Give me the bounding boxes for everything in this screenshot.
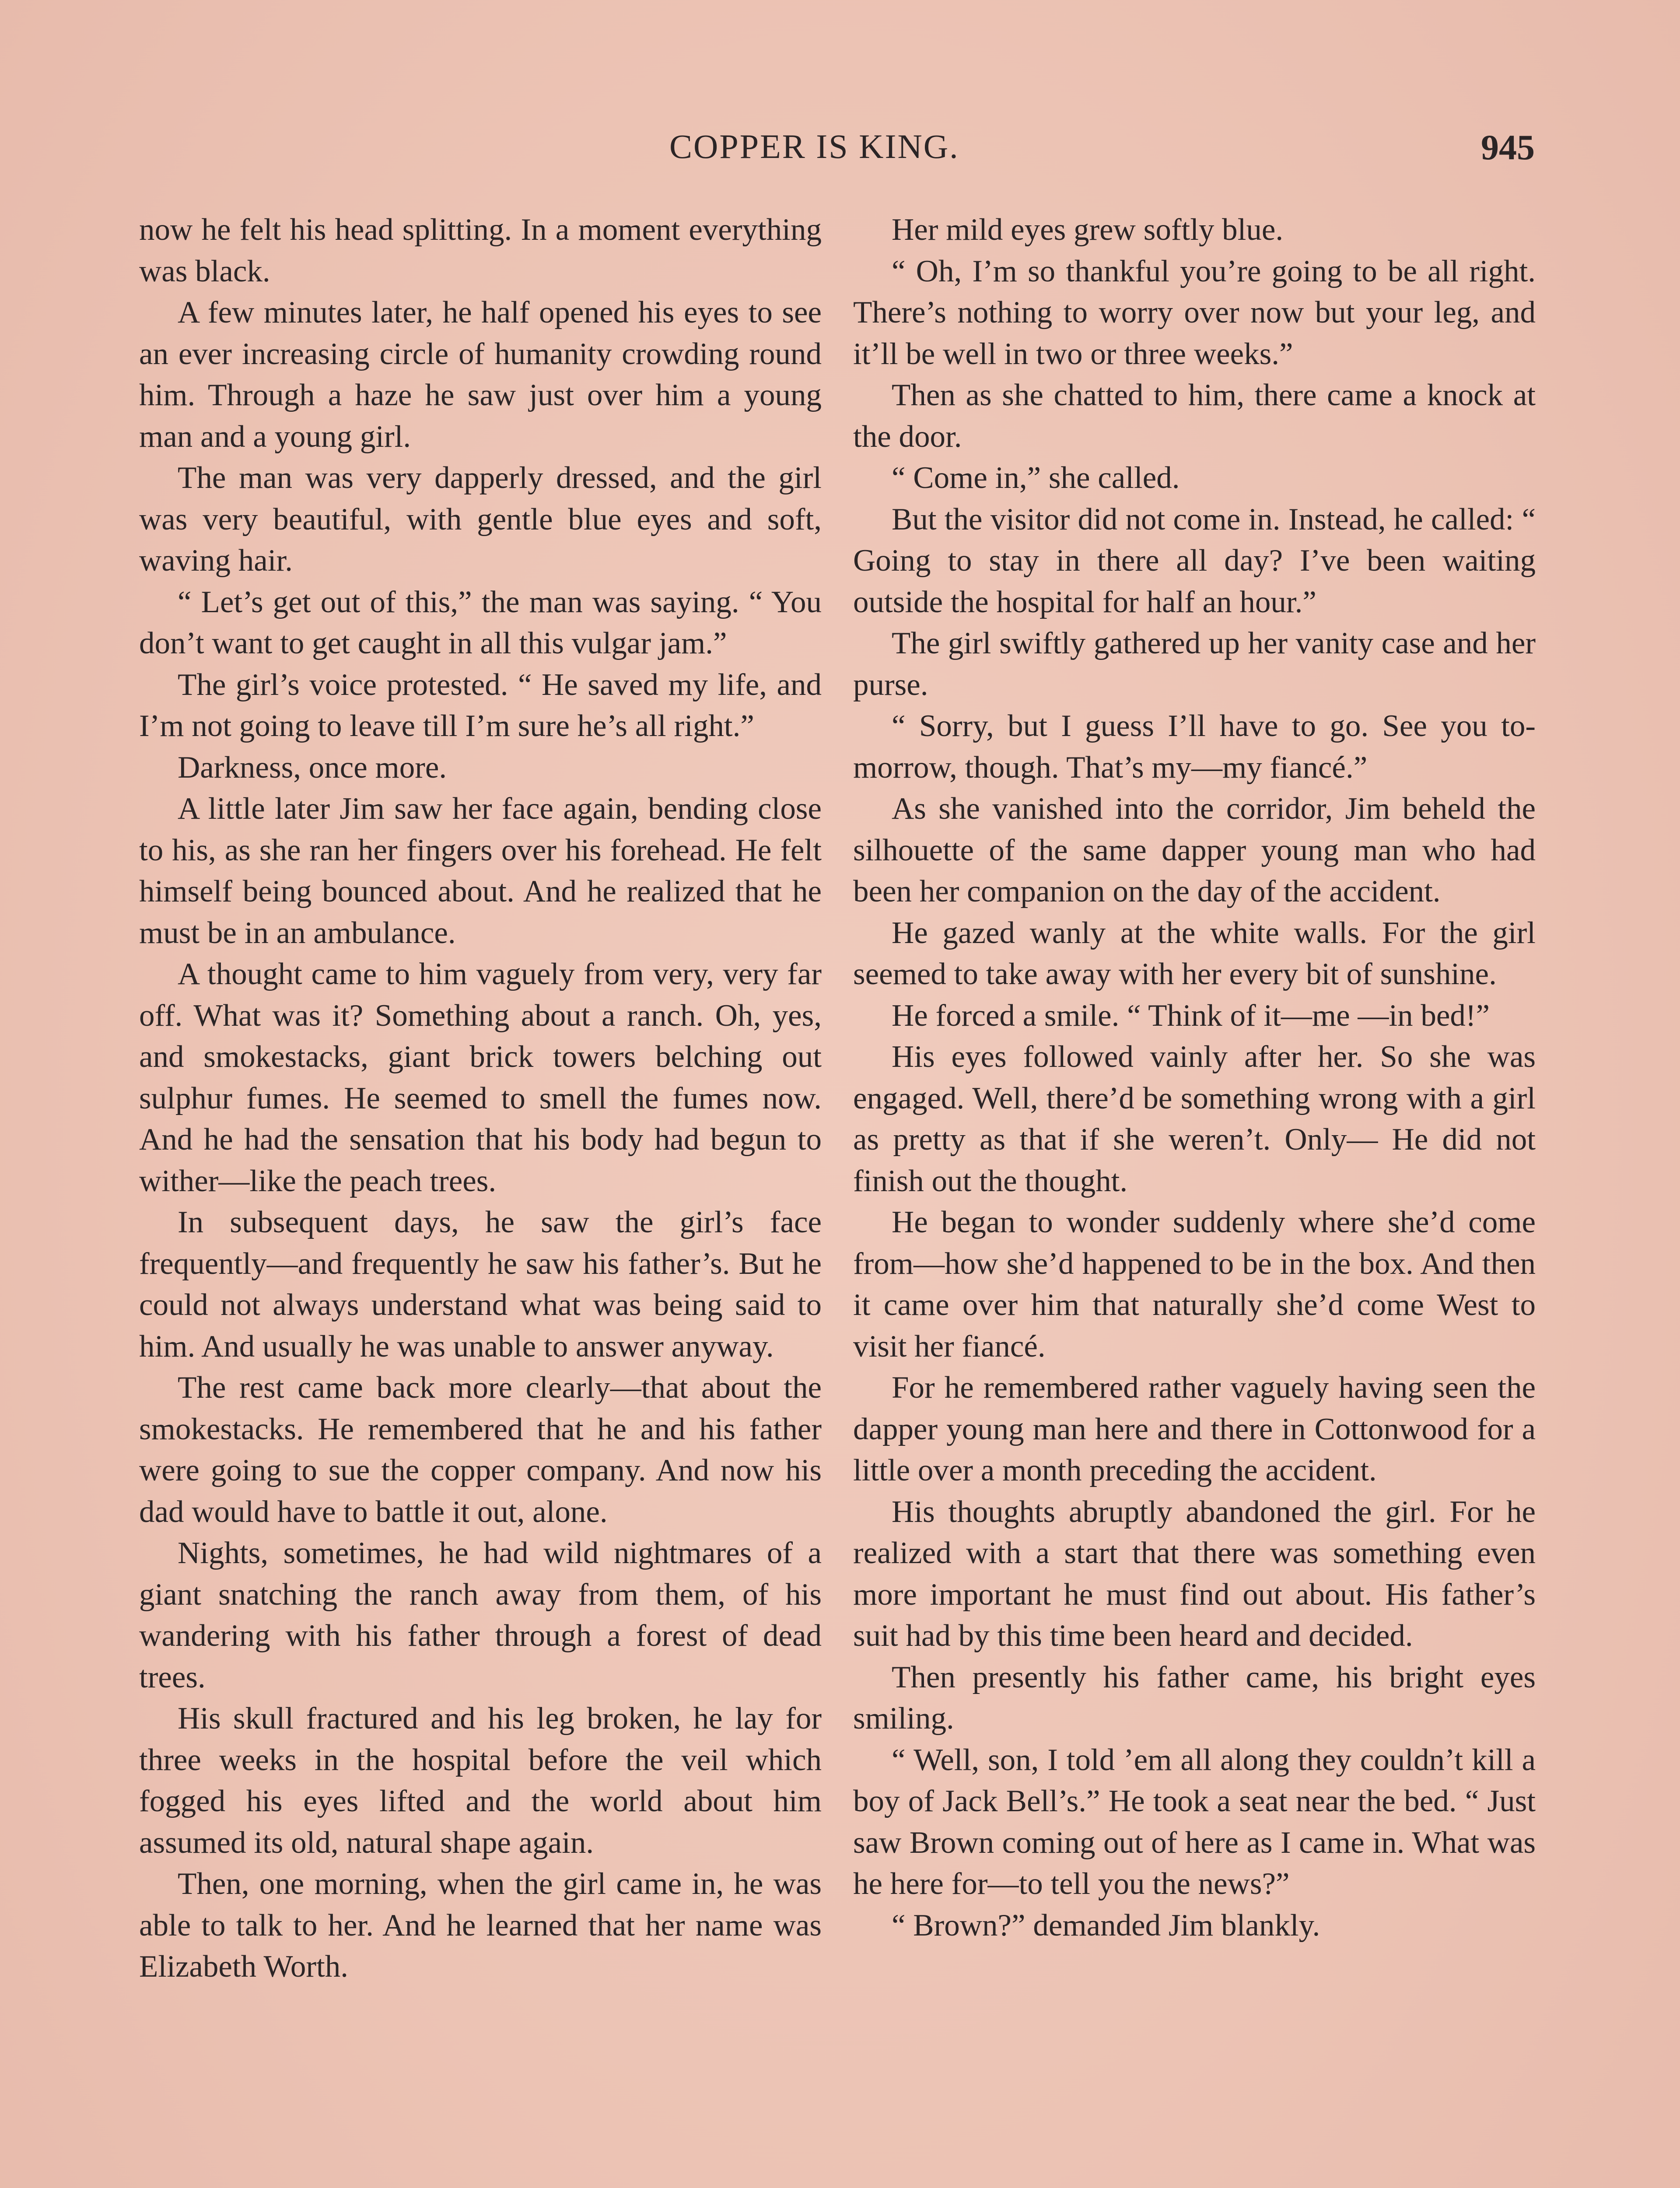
right-text-column <box>853 209 1536 1946</box>
paragraph: He forced a smile. “ Think of it—me —in bed!” <box>892 998 1490 1033</box>
page-number: 945 <box>1481 127 1535 167</box>
paragraph: “ Well, son, I told ’em all along they couldn’t kill a boy of Jack Bell’s.” He took a seat near the bed. “ Just saw Brown coming out of here as I came in. What was he here for—to tell you the news?” <box>853 1743 1536 1901</box>
paragraph: His thoughts abruptly abandoned the girl. For he realized with a start that there was something even more important he must find out about. His father’s suit had by this time been heard and decided. <box>853 1494 1536 1653</box>
paragraph: “ Oh, I’m so thankful you’re going to be all right. There’s nothing to worry over now but your leg, and it’ll be well in two or three weeks.” <box>853 254 1536 371</box>
paragraph: Her mild eyes grew softly blue. <box>892 213 1284 247</box>
paragraph: For he remembered rather vaguely having seen the dapper young man here and there in Cottonwood for a little over a month preceding the accident. <box>853 1371 1536 1487</box>
paragraph: In subsequent days, he saw the girl’s face frequently—and frequently he saw his father’s. But he could not always understand what was being said to him. And usually he was unable to answer anyway. <box>139 1205 822 1364</box>
paragraph: Nights, sometimes, he had wild nightmares of a giant snatching the ranch away from them, of his wandering with his father through a forest of dead trees. <box>139 1536 822 1694</box>
running-title: COPPER IS KING. <box>669 127 959 165</box>
paragraph: But the visitor did not come in. Instead, he called: “ Going to stay in there all day? I’ve been waiting outside the hospital for half an hour.” <box>853 502 1536 619</box>
paragraph: As she vanished into the corridor, Jim beheld the silhouette of the same dapper young man who had been her companion on the day of the accident. <box>853 792 1536 908</box>
paragraph: “ Sorry, but I guess I’ll have to go. See you to-morrow, though. That’s my—my fiancé.” <box>853 709 1536 785</box>
left-text-column <box>139 209 822 1988</box>
paragraph: The rest came back more clearly—that about the smokestacks. He remembered that he and his father were going to sue the copper company. And now his dad would have to battle it out, alone. <box>139 1371 822 1529</box>
paragraph: now he felt his head splitting. In a moment everything was black. <box>139 213 822 288</box>
paragraph: He began to wonder suddenly where she’d come from—how she’d happened to be in the box. And then it came over him that naturally she’d come West to visit her fiancé. <box>853 1205 1536 1364</box>
paragraph: Then as she chatted to him, there came a knock at the door. <box>853 378 1536 454</box>
paragraph: His eyes followed vainly after her. So she was engaged. Well, there’d be something wrong with a girl as pretty as that if she weren’t. Only— He did not finish out the thought. <box>853 1040 1536 1198</box>
paragraph: His skull fractured and his leg broken, he lay for three weeks in the hospital before the veil which fogged his eyes lifted and the world about him assumed its old, natural shape again. <box>139 1701 822 1860</box>
paragraph: A few minutes later, he half opened his eyes to see an ever increasing circle of humanity crowding round him. Through a haze he saw just over him a young man and a young girl. <box>139 295 822 454</box>
paragraph: The girl swiftly gathered up her vanity case and her purse. <box>853 626 1536 702</box>
page-header <box>0 127 1680 179</box>
paragraph: “ Let’s get out of this,” the man was saying. “ You don’t want to get caught in all this vulgar jam.” <box>139 585 822 660</box>
paragraph: The girl’s voice protested. “ He saved my life, and I’m not going to leave till I’m sure he’s all right.” <box>139 667 822 743</box>
paragraph: A thought came to him vaguely from very, very far off. What was it? Something about a ranch. Oh, yes, and smokestacks, giant brick towers belching out sulphur fumes. He seemed to smell the fumes now. And he had the sensation that his body had begun to wither—like the peach trees. <box>139 957 822 1198</box>
paragraph: The man was very dapperly dressed, and the girl was very beautiful, with gentle blue eyes and soft, waving hair. <box>139 461 822 578</box>
paragraph: He gazed wanly at the white walls. For the girl seemed to take away with her every bit of sunshine. <box>853 915 1536 991</box>
paragraph: “ Brown?” demanded Jim blankly. <box>892 1908 1320 1943</box>
paragraph: Then, one morning, when the girl came in, he was able to talk to her. And he learned that her name was Elizabeth Worth. <box>139 1867 822 1984</box>
paragraph: Darkness, once more. <box>178 750 447 785</box>
paragraph: “ Come in,” she called. <box>892 461 1180 495</box>
paragraph: Then presently his father came, his bright eyes smiling. <box>853 1660 1536 1736</box>
paragraph: A little later Jim saw her face again, bending close to his, as she ran her fingers over his forehead. He felt himself being bounced about. And he realized that he must be in an ambulance. <box>139 792 822 950</box>
